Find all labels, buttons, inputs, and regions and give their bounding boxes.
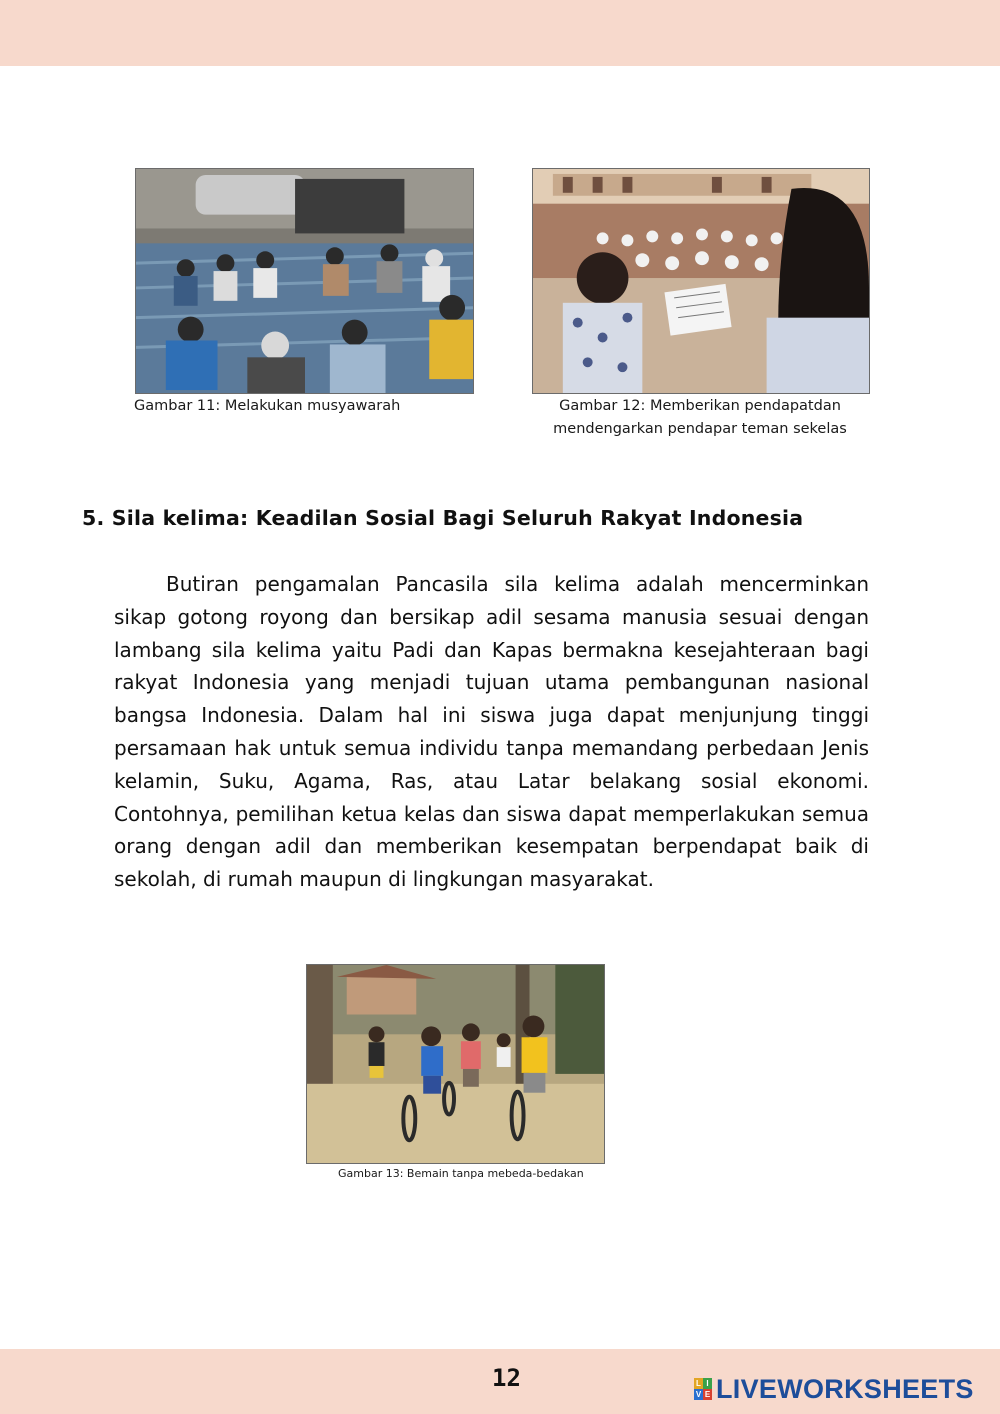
liveworksheets-logo[interactable] bbox=[694, 1372, 974, 1406]
figure-13-caption: Gambar 13: Bemain tanpa mebeda-bedakan bbox=[338, 1167, 584, 1180]
section-paragraph: Butiran pengamalan Pancasila sila kelima adalah mencerminkan sikap gotong royong dan bersikap adil sesama manusia sesuai dengan lambang sila kelima yaitu Padi dan Kapas bermakna kesejahteraan bagi rakyat Indonesia yang menjadi tujuan utama pembangunan nasional bangsa Indonesia. Dalam hal ini siswa juga dapat menjunjung tinggi persamaan hak untuk semua individu tanpa memandang perbedaan Jenis kelamin, Suku, Agama, Ras, atau Latar belakang sosial ekonomi. Contohnya, pemilihan ketua kelas dan siswa dapat memperlakukan semua orang dengan adil dan memberikan kesempatan berpendapat baik di sekolah, di rumah maupun di lingkungan masyarakat. bbox=[114, 572, 869, 892]
liveworksheets-wordmark: LIVEWORKSHEETS bbox=[716, 1373, 974, 1404]
figure-12-caption-line-2: mendengarkan pendapar teman sekelas bbox=[553, 421, 847, 437]
logo-letter-l: L bbox=[694, 1378, 703, 1389]
figure-12-caption bbox=[520, 395, 880, 441]
logo-letter-e: E bbox=[704, 1390, 711, 1399]
liveworksheets-icon bbox=[694, 1378, 712, 1400]
logo-letter-i: I bbox=[703, 1378, 712, 1389]
figure-13-photo bbox=[306, 964, 605, 1164]
page-number: 12 bbox=[492, 1364, 521, 1392]
figure-12-photo bbox=[532, 168, 870, 394]
logo-letter-v: V bbox=[695, 1390, 702, 1399]
figure-12-caption-line-1: Gambar 12: Memberikan pendapatdan bbox=[559, 398, 841, 414]
figure-11-caption: Gambar 11: Melakukan musyawarah bbox=[134, 398, 401, 414]
section-heading: 5. Sila kelima: Keadilan Sosial Bagi Seluruh Rakyat Indonesia bbox=[82, 506, 804, 530]
header-band bbox=[0, 0, 1000, 66]
figure-11-photo bbox=[135, 168, 474, 394]
